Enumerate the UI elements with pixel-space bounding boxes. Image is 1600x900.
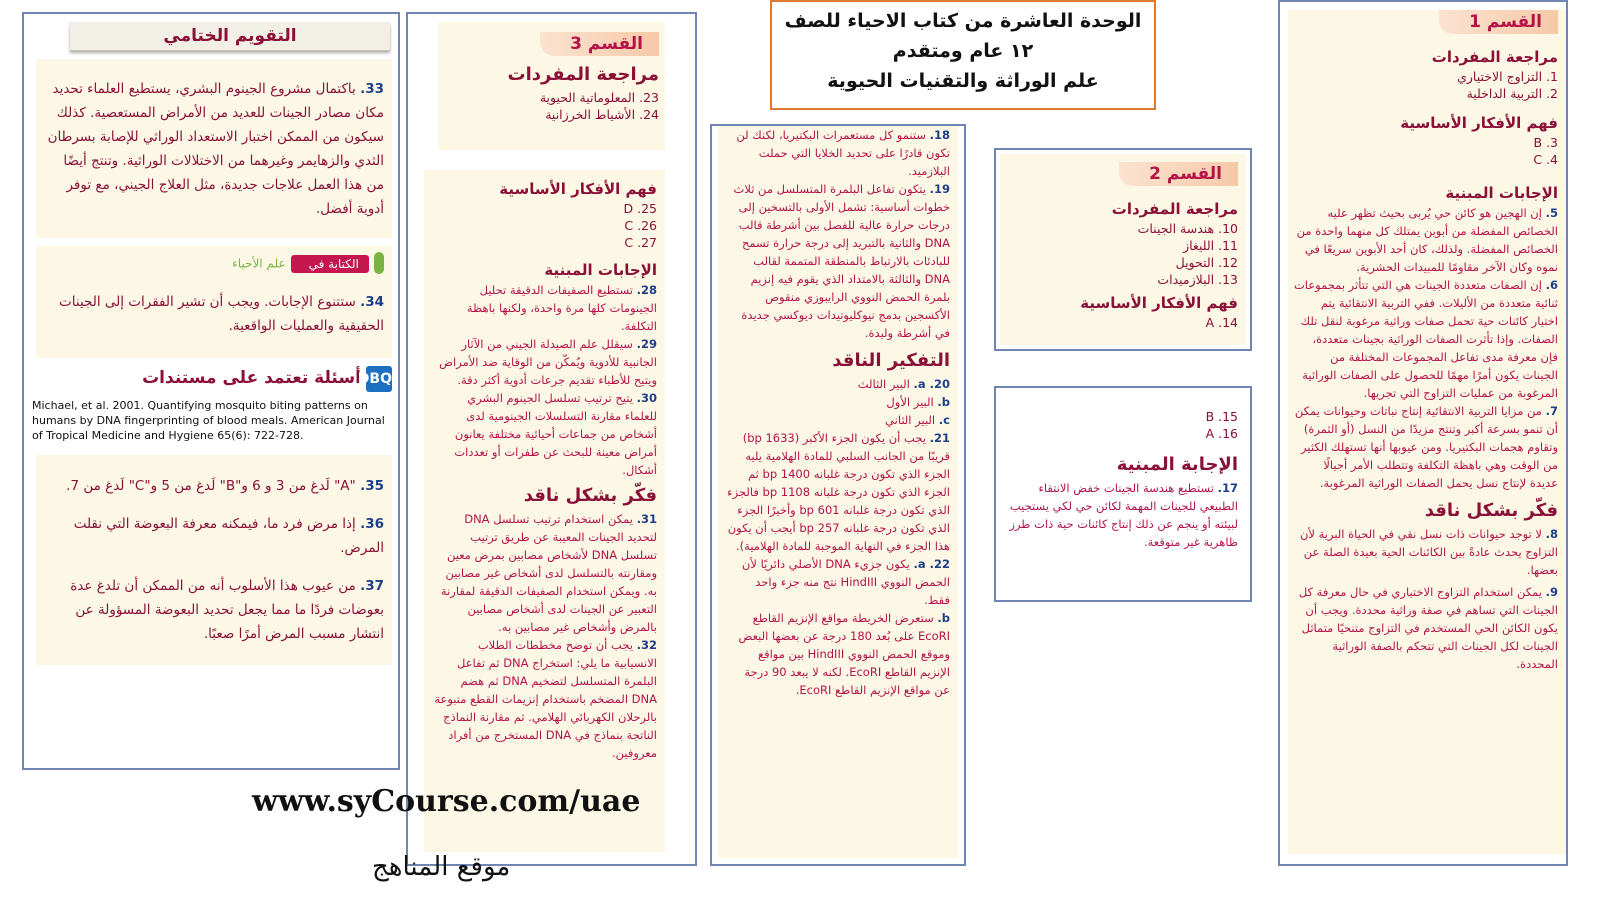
section-2-main-ideas-heading: فهم الأفكار الأساسية (1080, 294, 1238, 312)
header-line-1: الوحدة العاشرة من كتاب الاحياء للصف (784, 10, 1142, 32)
main-idea-answer: A .16 (1205, 426, 1238, 441)
answer-item: 18. ستنمو كل مستعمرات البكتيريا، لكنك لن تكون قادرًا على تحديد الخلايا التي حملت البلازميد. (736, 128, 950, 178)
writing-subject: علم الأحياء (232, 256, 286, 271)
answer-item: 29. سيقلل علم الصيدلة الجيني من الآثار الجانبية للأدوية ويُمكّن من الوقاية ضد الأمراض ويتيح للأطباء تقديم جرعات أدوية أكثر دقة. (439, 337, 657, 387)
header-line-2: ١٢ عام ومتقدم (892, 40, 1034, 62)
main-idea-answer: C .4 (1533, 152, 1558, 167)
answer-item: b. البير الأول (886, 395, 950, 409)
answer-item: 9. يمكن استخدام التزاوج الاختباري في حال معرفة كل الجينات التي تساهم في صفة وراثية محددة. ويجب أن يكون الكائن الحي المستخدم في التزاوج متنحيًا متماثل الجينات لكل الجينات التي تتحكم بالصفة الوراثية المحددة. (1298, 585, 1558, 671)
answer-item: 7. من مزايا التربية الانتقائية إنتاج نباتات وحيوانات يمكن أن تنمو بسرعة أكبر وتنتج مزيدًا من النسل (أو الثمرة) وتقاوم هجمات البكتيريا. ومن عيوبها أنها تستهلك الكثير من الوقت وهي باهظة التكلفة وتتطلب الأمر أجيالًا عديدة لإنتاج نسل يحمل الصفات الوراثية المرغوبة. (1294, 404, 1558, 490)
main-idea-answer: A .14 (1205, 315, 1238, 330)
section-1-vocab-heading: مراجعة المفردات (1431, 48, 1558, 66)
vocab-item: 11. الليغاز (1183, 238, 1238, 253)
final-assessment-title: التقويم الختامي (70, 22, 390, 51)
answer-item: 19. يتكون تفاعل البلمرة المتسلسل من ثلاث خطوات أساسية: تشمل الأولى بالتسخين إلى درجات حرارة عالية للفصل بين أشرطة قالب DNA والثانية بالتبريد إلى درجة حرارة تسمح للبادئات بالارتباط بالمنطقة المتممة لقالب DNA والثالثة بالامتداد الذي يقوم فيه إنزيم بلمرة الحمض النووي الرايبوزي منقوص الأكسجين بدمج نيوكليوتيدات ديوكسي جديدة في أشرطة وليدة. (733, 182, 950, 340)
answer-item: 30. يتيح ترتيب تسلسل الجينوم البشري للعلماء مقارنة التسلسلات الجينومية لدى أشخاص من جماعات أحيائية مختلفة يعانون أمراض معينة للبحث عن طفرات أو تعددات أشكال. (454, 391, 657, 477)
main-idea-answer: B .3 (1533, 135, 1558, 150)
answer-item: 37. من عيوب هذا الأسلوب أنه من الممكن أن تلدغ عدة بعوضات فردًا ما مما يجعل تحديد البعوضة المسؤولة عن انتشار مسبب المرض أمرًا صعبًا. (70, 577, 384, 642)
main-idea-answer: C .27 (624, 235, 657, 250)
section-2-constructed-heading: الإجابة المبنية (1116, 454, 1238, 475)
writing-tag-label: الكتابة في (291, 255, 369, 273)
section-3-title: القسم 3 (540, 32, 659, 56)
critical-thinking-heading: التفكير الناقد (832, 350, 950, 371)
answer-item: 20. a. البير الثالث (857, 377, 950, 391)
section-2-panel (994, 148, 1252, 351)
answer-item: 5. إن الهجين هو كائن حي يُربى بحيث تظهر عليه الخصائص المفضلة من أبوين يمتلك كل منهما واحدة من الخصائص المفضلة. ولذلك، كان أحد الأبوين سريعًا في نموه وكان الآخر مقاومًا للمبيدات الحشرية. (1296, 206, 1558, 274)
vocab-item: 23. المعلوماتية الحيوية (539, 90, 659, 105)
vocab-item: 12. التحويل (1175, 255, 1238, 270)
vocab-item: 24. الأشياط الخرزانية (545, 107, 659, 122)
document-questions-icon: DBQ (366, 366, 392, 392)
site-name-watermark: موقع المناهج (372, 852, 511, 882)
vocab-item: 13. البلازميدات (1157, 272, 1238, 287)
answer-item: c. البير الثاني (885, 413, 950, 427)
green-marker-icon (374, 252, 384, 274)
answer-item: 8. لا توجد حيوانات ذات نسل نقي في الحياة البرية لأن التزاوج يحدث عادةً بين الكائنات الحية بعيدة الصلة عن بعضها. (1299, 527, 1558, 577)
header-line-3: علم الوراثة والتقنيات الحيوية (827, 70, 1099, 92)
section-3-main-ideas-heading: فهم الأفكار الأساسية (499, 180, 657, 198)
unit-header-box (770, 0, 1156, 110)
answer-item: 34. ستتنوع الإجابات. ويجب أن تشير الفقرات إلى الجينات الحقيقية والعمليات الواقعية. (59, 294, 384, 334)
section-3-constructed-heading: الإجابات المبنية (544, 261, 657, 279)
main-idea-answer: D .25 (623, 201, 657, 216)
main-idea-answer: B .15 (1205, 409, 1238, 424)
section-2-continued-panel (994, 386, 1252, 602)
section-1-critical-heading: فكّر بشكل ناقد (1424, 500, 1558, 521)
answer-item: 31. يمكن استخدام ترتيب تسلسل DNA لتحديد الجينات المعيبة عن طريق ترتيب تسلسل DNA لأشخاص مصابين بمرض معين ومقارنته بالتسلسل لدى أشخاص غير مصابين به. ويمكن استخدام الصفيفات الدقيقة لمقارنة التعبير عن الجينات لدى أشخاص مصابين بالمرض وأشخاص غير مصابين به. (440, 512, 657, 634)
section-3-vocab-heading: مراجعة المفردات (507, 64, 659, 85)
section-1-main-ideas-heading: فهم الأفكار الأساسية (1400, 114, 1558, 132)
section-1-constructed-heading: الإجابات المبنية (1445, 184, 1558, 202)
final-assessment-panel (22, 12, 400, 770)
vocab-item: 1. التزاوج الاختياري (1457, 69, 1558, 84)
middle-answers-panel (710, 124, 966, 866)
site-url-watermark[interactable]: www.syCourse.com/uae (252, 784, 641, 819)
writing-in-biology-tag (44, 252, 384, 274)
answer-item: 17. تستطيع هندسة الجينات خفض الانتقاء الطبيعي للجينات المهمة لكائن حي لكي يستجيب لبيئته أو ينجم عن ذلك إنتاج كائنات حية ذات طرز ظاهرية غير متوقعة. (1009, 481, 1238, 549)
section-3-panel (406, 12, 697, 866)
section-3-critical-heading: فكّر بشكل ناقد (523, 485, 657, 506)
answer-item: 28. تستطيع الصفيفات الدقيقة تحليل الجينومات كلها مرة واحدة، ولكنها باهظة التكلفة. (466, 283, 657, 333)
citation: Michael, et al. 2001. Quantifying mosquito biting patterns on humans by DNA fingerprinting of blood meals. American Journal of Tropical Medicine and Hygiene 65(6): 722-728. (32, 398, 385, 442)
section-2-title: القسم 2 (1119, 162, 1238, 186)
answer-item: 22. a. يكون جزيء DNA الأصلي دائريًا لأن الحمض النووي HindIII نتج منه جزء واحد فقط. (741, 557, 950, 607)
vocab-item: 10. هندسة الجينات (1137, 221, 1238, 236)
document-questions-heading: أسئلة تعتمد على مستندات (142, 368, 361, 388)
answer-item: 32. يجب أن توضح مخططات الطلاب الانسيابية ما يلي: استخراج DNA ثم تفاعل البلمرة المتسلسل لتضخيم DNA ثم هضم DNA المضخم باستخدام إنزيمات القطع متبوعة بالرحلان الكهربائي الهلامي. ثم مقارنة النماذج الناتجة بنماذج في DNA المستخرج من أفراد معروفين. (434, 638, 657, 760)
answer-item: 35. "A" لَدغ من 3 و 6 و"B" لَدغ من 5 و"C" لَدغ من 7. (66, 478, 384, 494)
vocab-item: 2. التربية الداخلية (1466, 86, 1558, 101)
main-idea-answer: C .26 (624, 218, 657, 233)
answer-item: b. ستعرض الخريطة مواقع الإنزيم القاطع EcoRI على بُعد 180 درجة عن بعضها البعض وموقع الحمض النووي HindIII بين مواقع الإنزيم القاطع EcoRI. لكنه لا يبعد 90 درجة عن مواقع الإنزيم القاطع EcoRI. (738, 611, 950, 697)
section-1-title: القسم 1 (1439, 10, 1558, 34)
section-1-panel (1278, 0, 1568, 866)
answer-item: 6. إن الصفات متعددة الجينات هي التي تتأثر بمجموعات ثنائية متعددة من الأليلات. ففي التربية الانتقائية يتم اختيار كائنات حية تحمل صفات وراثية مرغوبة لنقل تلك الصفات. وإذا تأثرت الصفات الوراثية بجينات متعددة، فإن معرفة مدى تفاعل المجموعات المختلفة من الجينات يكون أمرًا مهمًا للحصول على الصفات الوراثية المرغوبة من عمليات التزاوج التي تجريها. (1293, 278, 1558, 400)
answer-item: 36. إذا مرض فرد ما، فيمكنه معرفة البعوضة التي نقلت المرض. (73, 515, 384, 556)
answer-item: 21. يجب أن يكون الجزء الأكبر (1633 bp) قريبًا من الجانب السلبي للمادة الهلامية يليه الجزء الذي تكون درجة غلبانه 1400 bp ثم الجزء الذي تكون درجة غلبانه 1108 bp فالجزء الذي تكون درجة غلبانه 601 bp وأخيرًا الجزء الذي تكون درجة غلبانه 257 bp أيجب أن يكون هذا الجزء في النهاية الموجبة للمادة الهلامية). (727, 431, 950, 553)
answer-item: 33. باكتمال مشروع الجينوم البشري، يستطيع العلماء تحديد مكان مصادر الجينات للعديد من الأمراض المستعصية. كذلك سيكون من الممكن اختبار الاستعداد الوراثي للإصابة بسرطان الثدي والزهايمر وغيرهما من الاختلالات الوراثية. وتنتج أيضًا من هذا العمل علاجات جديدة، مثل العلاج الجيني، مع توفر أدوية أفضل. (47, 80, 384, 217)
section-2-vocab-heading: مراجعة المفردات (1111, 200, 1238, 218)
